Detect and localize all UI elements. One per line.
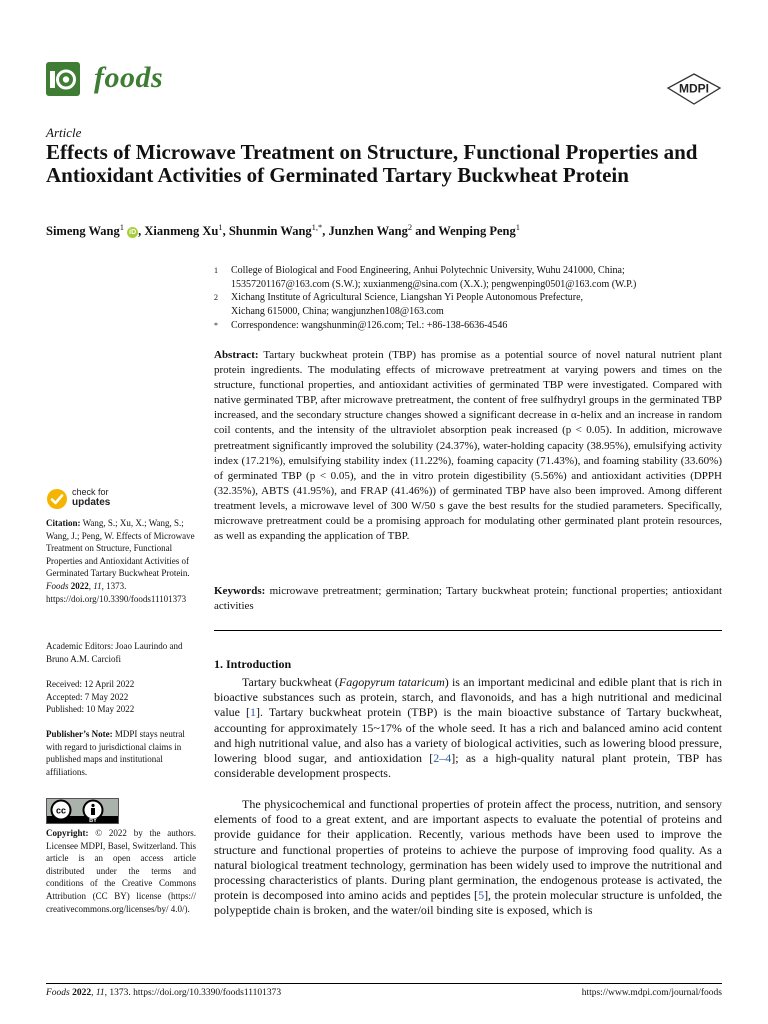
article-title: Effects of Microwave Treatment on Structure, Functional Properties and Antioxidant Activities of Germinated Tartary Buckwheat Protein — [46, 140, 698, 187]
check-updates-icon — [46, 488, 68, 510]
species-name: Fagopyrum tataricum — [338, 675, 445, 689]
copyright-notice: Copyright: © 2022 by the authors. Licensee MDPI, Basel, Switzerland. This article is an open access article distributed under the terms and conditions of the Creative Commons Attribution (CC BY) license (https:// creativecommons.org/licenses/by/ 4.0/). — [46, 828, 197, 914]
footer-journal-url[interactable]: https://www.mdpi.com/journal/foods — [581, 988, 722, 998]
abstract — [214, 348, 722, 544]
author-affiliation-mark: 1,* — [311, 222, 323, 232]
svg-text:cc: cc — [55, 805, 67, 816]
reference-link[interactable]: 5 — [478, 888, 485, 903]
author-name[interactable]: Shunmin Wang — [228, 224, 312, 239]
affiliation-item — [214, 319, 734, 333]
section-heading: 1. Introduction — [214, 657, 292, 671]
author-affiliation-mark: 1 — [218, 222, 223, 232]
body-paragraph: Tartary buckwheat (Fagopyrum tataricum) is an important medicinal and edible plant that is rich in bioactive substances such as protein, starch, and flavonoids, and has a high nutritional and medicinal value [1]. Tartary buckwheat protein (TBP) is the main bioactive substance of Tartary buckwheat, accounting for approximately 15~17% of the whole seed. It has a rich and balanced amino acid content and high nutritional value, and also has a variety of biological activities, such as lowering blood pressure, lowering blood sugar, and antioxidation [2–4]; as a high-quality natural plant protein, TBP has considerable development prospects. — [214, 675, 722, 781]
affiliation-item — [214, 264, 734, 291]
affiliation-line[interactable]: Xichang 615000, China; wangjunzhen108@163.com — [231, 306, 444, 318]
keywords-text: microwave pretreatment; germination; Tartary buckwheat protein; functional properties; antioxidant activities — [214, 585, 722, 613]
keywords — [214, 584, 722, 614]
publishers-note: Publisher’s Note: MDPI stays neutral with regard to jurisdictional claims in published maps and institutional affiliations. — [46, 729, 185, 777]
check-updates-label: updates — [72, 497, 111, 508]
publication-dates — [46, 678, 196, 716]
author-affiliation-mark: 2 — [407, 222, 413, 232]
orcid-icon[interactable]: iD — [129, 229, 137, 237]
svg-text:BY: BY — [89, 818, 97, 823]
affiliation-mark: 2 — [214, 293, 218, 303]
check-updates-label: check for — [72, 487, 109, 497]
author-affiliation-mark: 1 — [119, 222, 124, 232]
published-date: Published: 10 May 2022 — [46, 704, 135, 715]
keywords-label: Keywords: — [214, 585, 266, 597]
accepted-date: Accepted: 7 May 2022 — [46, 691, 129, 702]
section-divider — [214, 630, 722, 631]
academic-editors: Academic Editors: Joao Laurindo and Bruno A.M. Carciofi — [46, 641, 183, 664]
author-affiliation-mark: 1 — [515, 222, 520, 232]
footer-doi-link[interactable]: , 1373. https://doi.org/10.3390/foods11101373 — [104, 988, 282, 998]
mdpi-logo-text: MDPI — [679, 81, 709, 96]
affiliation-line: Xichang Institute of Agricultural Science, Liangshan Yi People Autonomous Prefecture, — [231, 292, 584, 304]
check-for-updates-button[interactable] — [46, 488, 146, 512]
footer-citation: Foods 2022, 11, 1373. https://doi.org/10.3390/foods11101373 — [46, 988, 282, 998]
author-name[interactable]: Wenping Peng — [438, 224, 516, 239]
affiliation-line: College of Biological and Food Engineering, Anhui Polytechnic University, Wuhu 241000, China; — [231, 265, 625, 276]
journal-logo-icon — [46, 62, 80, 96]
received-date: Received: 12 April 2022 — [46, 679, 135, 689]
affiliation-line[interactable]: 15357201167@163.com (S.W.); xuxianmeng@sina.com (X.X.); pengwenping0501@163.com (W.P.) — [231, 278, 637, 290]
affiliation-item — [214, 291, 734, 318]
affiliation-mark: 1 — [214, 266, 218, 275]
body-paragraph: The physicochemical and functional properties of protein affect the process, nutrition, and sensory elements of food to a great extent, and are important aspects to evaluate the potential of proteins and provide guidance for their application. Recently, various methods have been used to improve the structure and functional properties of proteins to achieve the purpose of improving food quality. As a natural biological treatment technology, germination has been widely used to improve the nutritional and processing characteristics of plants. During plant germination, the endogenous protease is activated, the protein is decomposed into amino acids and peptides [5], the protein molecular structure is unfolded, the polypeptide chain is broken, and the water/oil binding site is exposed, which is — [214, 797, 722, 918]
citation-doi-link[interactable]: , 1373. https://doi.org/10.3390/foods11101373 — [46, 580, 187, 604]
author-name[interactable]: Simeng Wang — [46, 224, 120, 239]
mdpi-logo[interactable] — [666, 72, 722, 111]
abstract-label: Abstract: — [214, 349, 259, 361]
reference-link[interactable]: 1 — [250, 705, 257, 720]
affiliation-mark: * — [214, 320, 218, 330]
abstract-text: Tartary buckwheat protein (TBP) has promise as a potential source of novel natural nutrient plant protein ingredients. The modulating effects of microwave pretreatment at varying powers and times on the structure, functional properties, and antioxidant activities of germinated TBP were investigated. Compared with native germinated TBP, after microwave pretreatment, the content of free sulfhydryl groups in the germinated TBP increased, and the secondary structure changes showed a significant decrease in α-helix and an increase in random coil contents, and the intensity of the ultraviolet absorption peak increased (p < 0.05). In addition, microwave pretreatment significantly improved the solubility (24.37%), water-holding capacity (38.95%), emulsifying activity index (17.21%), emulsifying stability index (11.22%), foaming capacity (71.43%), and foaming stability (33.60%) of germinated TBP (p < 0.05), and the in vitro protein digestibility (5.56%) and antioxidant activities (DPPH (32.35%), ABTS (41.95%), and FRAP (41.46%)) of germinated TBP have also been improved. Among different treatment levels, a microwave level of 300 W/50 s gave the best results for the studied parameters. Specifically, microwave pretreatment could be a promising approach for modulating other germinated plant protein resources, as well as expanding the application of TBP. — [214, 349, 722, 543]
author-name[interactable]: Junzhen Wang — [328, 224, 408, 239]
article-type: Article — [46, 125, 82, 140]
author-list: Simeng Wang$^1$ iD , Xianmeng Xu$^1$, Shunmin Wang$^{1,*}$, Junzhen Wang$^2$ and Wenping Peng$^1$ — [46, 222, 520, 239]
affiliations — [214, 264, 734, 333]
cc-by-license-icon[interactable] — [46, 798, 119, 824]
footer-divider — [46, 983, 722, 984]
reference-link[interactable]: 2–4 — [433, 751, 452, 766]
correspondence-line[interactable]: Correspondence: wangshunmin@126.com; Tel.: +86-138-6636-4546 — [231, 319, 508, 331]
citation-block: Citation: Wang, S.; Xu, X.; Wang, S.; Wang, J.; Peng, W. Effects of Microwave Treatment on Structure, Functional Properties and Antioxidant Activities of Germinated Tartary Buckwheat Protein. Foods 2022, 11, 1373. https://doi.org/10.3390/foods11101373 — [46, 518, 195, 604]
author-name[interactable]: Xianmeng Xu — [144, 224, 219, 239]
journal-name: foods — [94, 61, 164, 94]
